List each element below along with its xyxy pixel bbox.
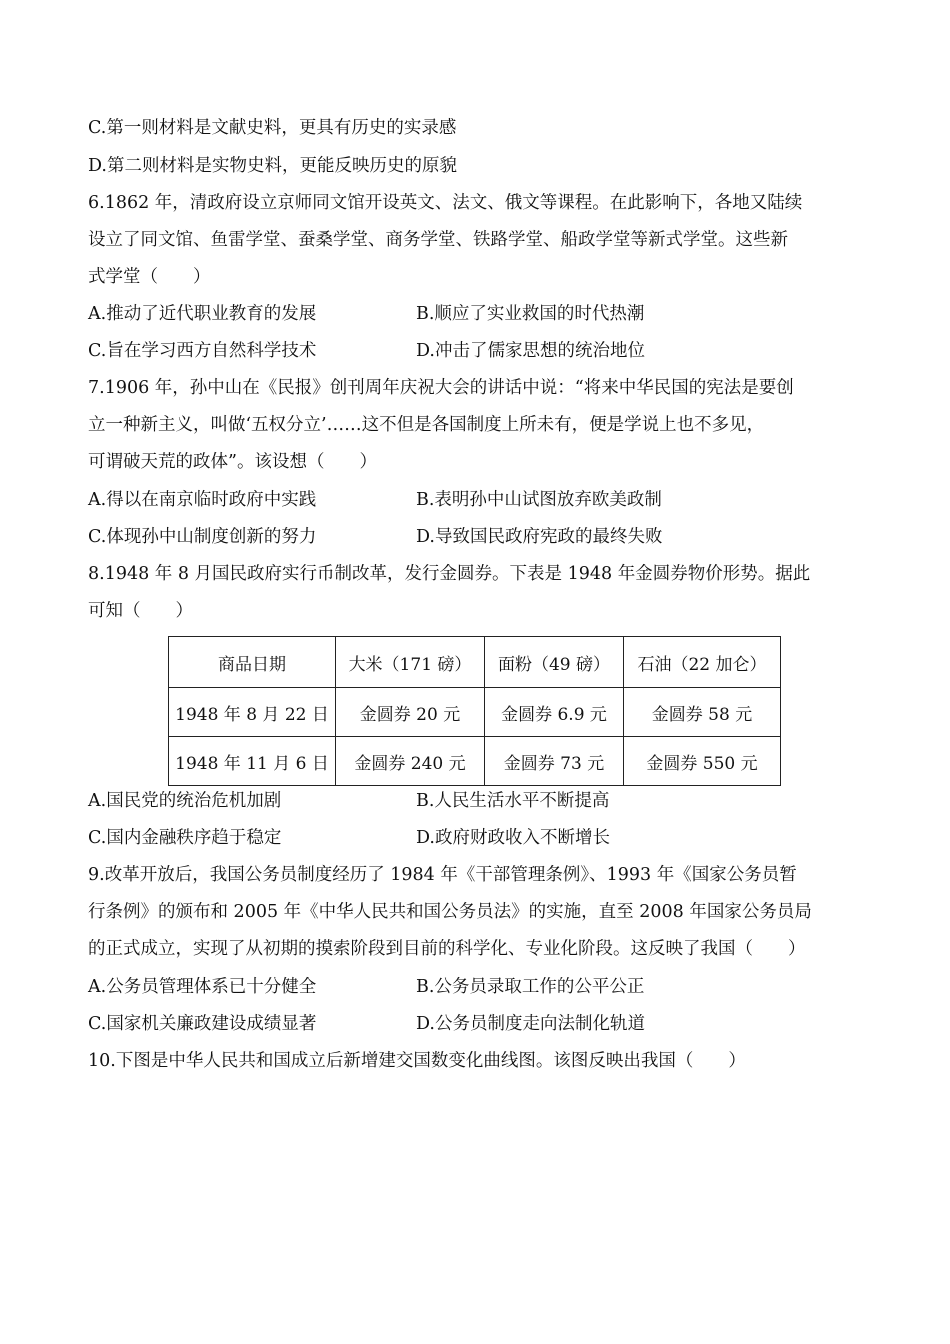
table-header-cell: 面粉（49 磅） (485, 637, 624, 688)
q6-option-a: A.推动了近代职业教育的发展 (88, 304, 317, 324)
table-cell: 金圆券 20 元 (336, 688, 485, 737)
q7-stem-line-1: 7.1906 年，孙中山在《民报》创刊周年庆祝大会的讲话中说：“将来中华民国的宪法是要创 (88, 378, 794, 398)
table-row (169, 737, 781, 786)
q9-option-c: C.国家机关廉政建设成绩显著 (88, 1014, 317, 1034)
q6-option-d: D.冲击了儒家思想的统治地位 (416, 341, 645, 361)
q6-option-c: C.旨在学习西方自然科学技术 (88, 341, 317, 361)
q9-stem-line-2: 行条例》的颁布和 2005 年《中华人民共和国公务员法》的实施，直至 2008 年国家公务员局 (88, 902, 812, 922)
q7-option-c: C.体现孙中山制度创新的努力 (88, 527, 317, 547)
q10-stem-line-1: 10.下图是中华人民共和国成立后新增建交国数变化曲线图。该图反映出我国（ ） (88, 1051, 746, 1071)
q7-stem-line-2: 立一种新主义，叫做‘五权分立’……这不但是各国制度上所未有，便是学说上也不多见， (88, 415, 765, 435)
q8-option-a: A.国民党的统治危机加剧 (88, 791, 282, 811)
table-cell: 金圆券 240 元 (336, 737, 485, 786)
table-cell: 金圆券 58 元 (624, 688, 781, 737)
q5-option-d: D.第二则材料是实物史料，更能反映历史的原貌 (88, 156, 457, 176)
q7-option-d: D.导致国民政府宪政的最终失败 (416, 527, 663, 547)
q5-option-c: C.第一则材料是文献史料，更具有历史的实录感 (88, 118, 457, 138)
q9-option-a: A.公务员管理体系已十分健全 (88, 977, 317, 997)
q7-option-a: A.得以在南京临时政府中实践 (88, 490, 317, 510)
table-header-row (169, 637, 781, 688)
q6-stem-line-1: 6.1862 年，清政府设立京师同文馆开设英文、法文、俄文等课程。在此影响下，各地又陆续 (88, 193, 803, 213)
q8-option-d: D.政府财政收入不断增长 (416, 828, 610, 848)
q8-stem-line-2: 可知（ ） (88, 601, 193, 621)
q7-stem-line-3: 可谓破天荒的政体”。该设想（ ） (88, 452, 377, 472)
q9-stem-line-3: 的正式成立，实现了从初期的摸索阶段到目前的科学化、专业化阶段。这反映了我国（ ） (88, 939, 806, 959)
q8-option-c: C.国内金融秩序趋于稳定 (88, 828, 282, 848)
table-cell: 1948 年 11 月 6 日 (169, 737, 336, 786)
q9-option-d: D.公务员制度走向法制化轨道 (416, 1014, 645, 1034)
q8-option-b: B.人民生活水平不断提高 (416, 791, 610, 811)
q9-stem-line-1: 9.改革开放后，我国公务员制度经历了 1984 年《干部管理条例》、1993 年《国家公务员暂 (88, 865, 797, 885)
q6-stem-line-2: 设立了同文馆、鱼雷学堂、蚕桑学堂、商务学堂、铁路学堂、船政学堂等新式学堂。这些新 (88, 230, 788, 250)
table-header-cell: 商品日期 (169, 637, 336, 688)
table-cell: 金圆券 6.9 元 (485, 688, 624, 737)
q6-option-b: B.顺应了实业救国的时代热潮 (416, 304, 645, 324)
table-cell: 金圆券 73 元 (485, 737, 624, 786)
q7-option-b: B.表明孙中山试图放弃欧美政制 (416, 490, 662, 510)
table-row (169, 688, 781, 737)
q6-stem-line-3: 式学堂（ ） (88, 267, 211, 287)
table-header-cell: 石油（22 加仑） (624, 637, 781, 688)
table-header-cell: 大米（171 磅） (336, 637, 485, 688)
q8-stem-line-1: 8.1948 年 8 月国民政府实行币制改革，发行金圆券。下表是 1948 年金圆券物价形势。据此 (88, 564, 811, 584)
table-cell: 1948 年 8 月 22 日 (169, 688, 336, 737)
price-table (168, 636, 781, 786)
table-cell: 金圆券 550 元 (624, 737, 781, 786)
q9-option-b: B.公务员录取工作的公平公正 (416, 977, 645, 997)
